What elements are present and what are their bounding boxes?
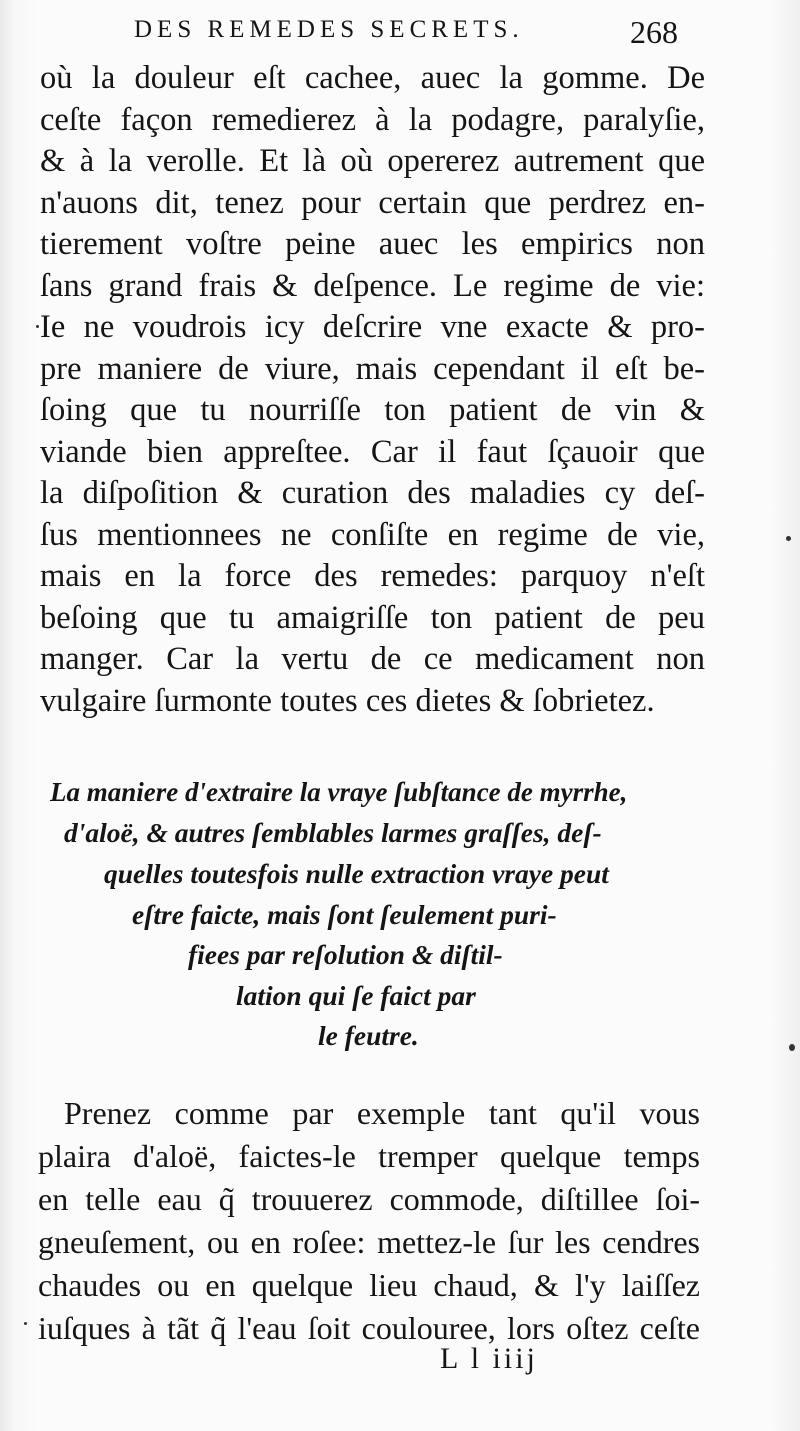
running-title: DES REMEDES SECRETS. xyxy=(134,16,524,43)
heading-line: lation qui ſe faict par xyxy=(236,980,476,1011)
heading-line: fiees par reſolution & diſtil- xyxy=(188,939,503,970)
text-line: pre maniere de viure, mais cependant il eſt be- xyxy=(40,350,705,387)
text-line: viande bien appreſtee. Car il faut ſçauoir que xyxy=(40,433,705,470)
text-line: manger. Car la vertu de ce medicament non xyxy=(40,641,705,677)
ink-speck xyxy=(789,1044,795,1051)
heading-line: La maniere d'extraire la vraye ſubſtance de myrrhe, xyxy=(50,777,628,807)
text-line: où la douleur eſt cachee, auec la gomme. De xyxy=(40,60,705,96)
heading-line: quelles toutesfois nulle extraction vraye peut xyxy=(104,858,609,889)
text-line: ſans grand frais & deſpence. Le regime de vie: xyxy=(40,267,705,304)
heading-line: le feutre. xyxy=(318,1020,419,1051)
text-line: ſus mentionnees ne conſiſte en regime de vie, xyxy=(40,516,705,553)
ink-speck xyxy=(24,1322,27,1325)
text-line: chaudes ou en quelque lieu chaud, & l'y laiſſez xyxy=(38,1267,700,1303)
text-line: en telle eau q̃ trouuerez commode, diſtillee ſoi- xyxy=(38,1181,700,1217)
paragraph-2 xyxy=(38,1092,700,1350)
signature-mark: L l iiij xyxy=(440,1342,538,1375)
ink-speck xyxy=(36,325,39,328)
text-line: iuſques à tãt q̃ l'eau ſoit coulouree, lors oſtez ceſte xyxy=(38,1310,700,1346)
text-line: mais en la force des remedes: parquoy n'eſt xyxy=(40,558,705,594)
text-line: ſoing que tu nourriſſe ton patient de vin & xyxy=(40,392,705,428)
text-line: beſoing que tu amaigriſſe ton patient de peu xyxy=(40,599,705,636)
heading-line: d'aloë, & autres ſemblables larmes graſſes, deſ- xyxy=(64,817,602,848)
paragraph-1 xyxy=(40,58,705,722)
text-line: gneuſement, ou en roſee: mettez-le ſur les cendres xyxy=(38,1224,700,1260)
text-line: vulgaire ſurmonte toutes ces dietes & ſobrietez. xyxy=(40,682,655,719)
ink-speck xyxy=(786,536,791,541)
heading-line: eſtre faicte, mais ſont ſeulement puri- xyxy=(132,899,557,930)
text-line: tierement voſtre peine auec les empirics non xyxy=(40,226,705,262)
page-header xyxy=(0,14,800,56)
text-line: Prenez comme par exemple tant qu'il vous xyxy=(64,1095,700,1131)
text-line: Ie ne voudrois icy deſcrire vne exacte & pro- xyxy=(40,309,705,345)
text-line: la diſpoſition & curation des maladies cy deſ- xyxy=(40,475,705,511)
text-line: n'auons dit, tenez pour certain que perdrez en- xyxy=(40,184,705,221)
text-line: & à la verolle. Et là où opererez autrement que xyxy=(40,143,705,179)
text-line: plaira d'aloë, faictes-le tremper quelque temps xyxy=(38,1138,700,1174)
page-number: 268 xyxy=(630,14,678,50)
text-line: ceſte façon remedierez à la podagre, paralyſie, xyxy=(40,101,705,138)
